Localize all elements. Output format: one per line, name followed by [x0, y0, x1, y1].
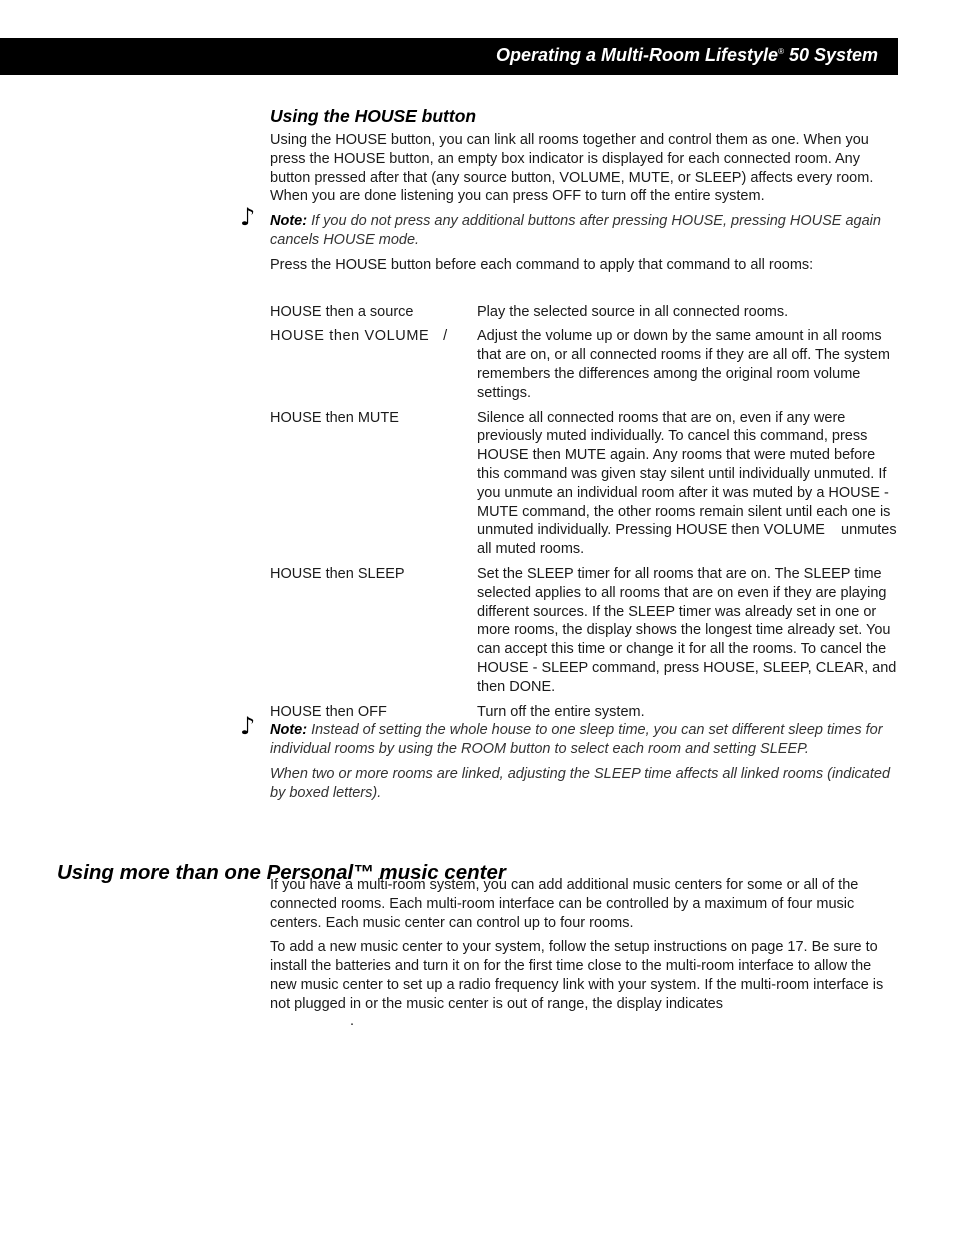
- music-note-icon: ♪: [240, 712, 256, 741]
- description-cell: Turn off the entire system.: [477, 703, 645, 720]
- note-text: Instead of setting the whole house to one sleep time, you can set different sleep times for individual rooms by using the ROOM button to select each room and setting SLEEP.: [270, 722, 883, 758]
- note-label: Note:: [270, 213, 308, 230]
- music-center-paragraph-2: To add a new music center to your system, follow the setup instructions on page 17. Be sure to install the batteries and turn it on for the first time close to the multi-room interface to allow the new music center to set up a radio frequency link with your system. If the multi-room interface is not plugged in or the music center is out of range, the display indicates .: [270, 938, 898, 1027]
- description-cell: Adjust the volume up or down by the same amount in all rooms that are on, or all connected rooms if they are all off. The system remembers the differences among the original room volume settings.: [477, 328, 890, 401]
- note-2: [240, 712, 898, 759]
- description-cell: Play the selected source in all connected rooms.: [477, 303, 789, 320]
- house-section: [240, 106, 901, 809]
- command-cell: HOUSE then SLEEP: [270, 565, 405, 582]
- music-center-paragraph-1: If you have a multi-room system, you can add additional music centers for some or all of the connected rooms. Each multi-room interface can be controlled by a maximum of four music centers. Each music center can control up to four rooms.: [270, 877, 859, 931]
- description-cell: Set the SLEEP timer for all rooms that are on. The SLEEP time selected applies to all rooms that are on even if they are playing different sources. If the SLEEP timer was already set in one or more rooms, the display shows the longest time already set. You can accept this time or change it for all the rooms. To cancel the HOUSE - SLEEP command, press HOUSE, SLEEP, CLEAR, and then DONE.: [477, 565, 897, 695]
- header-bar: [0, 38, 898, 75]
- command-cell: HOUSE then OFF: [270, 703, 387, 720]
- music-center-section: [270, 876, 898, 1034]
- command-cell: HOUSE then VOLUME /: [270, 328, 448, 345]
- note-label: Note:: [270, 722, 308, 739]
- music-note-icon: ♪: [240, 203, 256, 232]
- note-1: [240, 203, 898, 250]
- table-row: [270, 565, 898, 703]
- house-section-heading: Using the HOUSE button: [270, 106, 477, 126]
- command-cell: HOUSE then MUTE: [270, 409, 399, 426]
- table-row: [270, 303, 898, 328]
- house-command-table: [270, 303, 901, 728]
- description-cell: Silence all connected rooms that are on, even if any were previously muted individually. To cancel this command, press HOUSE then MUTE again. Any rooms that were muted before this command was given stay silent until individually unmuted. If you unmute an individual room after it was muted by a HOUSE - MUTE command, the other rooms remain silent until each one is unmuted individually. Pressing HOUSE then VOLUME unmutes all muted rooms.: [477, 409, 901, 558]
- note-2-continued: When two or more rooms are linked, adjusting the SLEEP time affects all linked rooms (indicated by boxed letters).: [270, 765, 891, 801]
- note-text: If you do not press any additional buttons after pressing HOUSE, pressing HOUSE again cancels HOUSE mode.: [270, 213, 881, 248]
- house-instruction: Press the HOUSE button before each command to apply that command to all rooms:: [270, 256, 814, 273]
- table-row: [270, 409, 898, 565]
- display-indicator-placeholder: .: [350, 1012, 355, 1029]
- music-center-section-heading: Using more than one Personal™ music center: [57, 861, 506, 884]
- table-row: [270, 327, 898, 408]
- command-cell: HOUSE then a source: [270, 303, 414, 320]
- house-intro-paragraph: Using the HOUSE button, you can link all rooms together and control them as one. When you press the HOUSE button, an empty box indicator is displayed for each connected room. Any button pressed after that (any source button, VOLUME, MUTE, or SLEEP) affects every room. When you are done listening you can press OFF to turn off the entire system.: [270, 132, 874, 205]
- page-header-title: Operating a Multi-Room Lifestyle® 50 System: [495, 45, 878, 65]
